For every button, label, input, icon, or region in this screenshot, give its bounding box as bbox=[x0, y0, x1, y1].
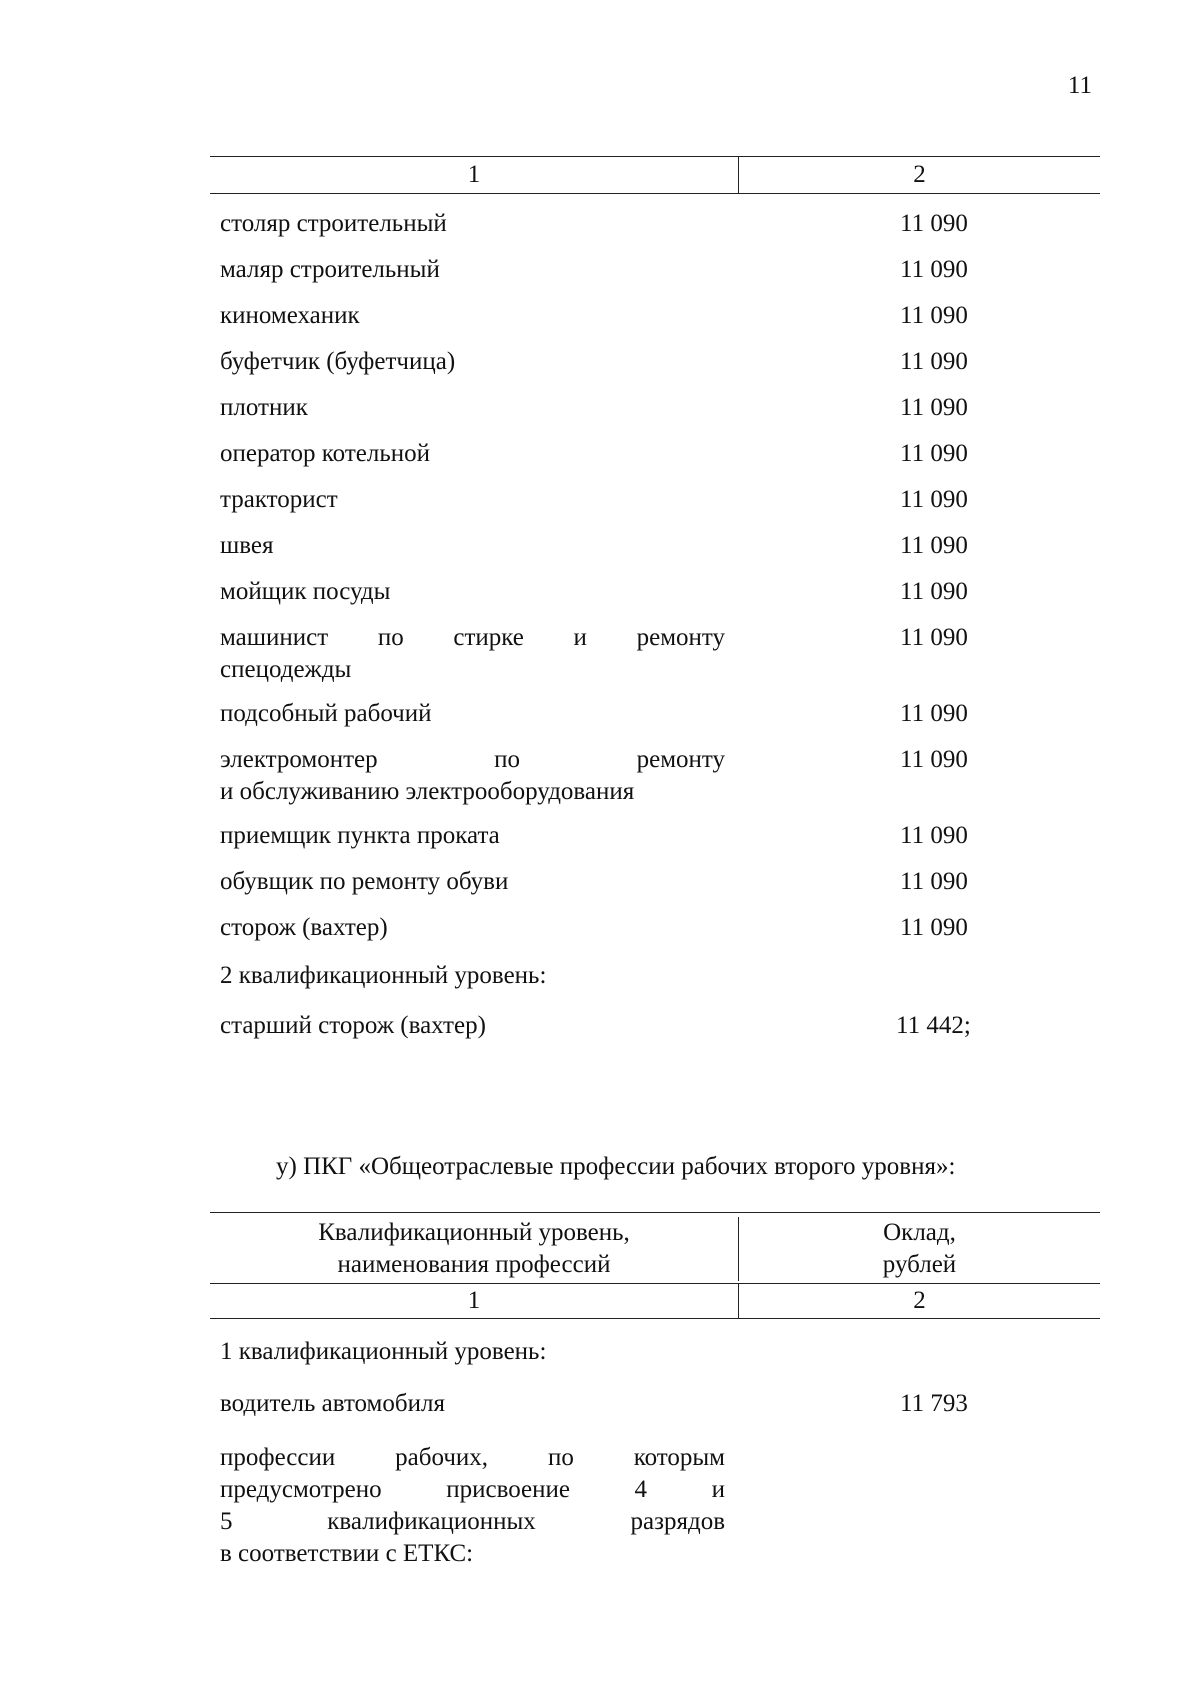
profession-name: киномеханик bbox=[220, 302, 360, 329]
table-row bbox=[220, 866, 1100, 912]
profession-name: подсобный рабочий bbox=[220, 700, 432, 727]
profession-name: маляр строительный bbox=[220, 256, 440, 283]
qualification-level-label: 1 квалификационный уровень: bbox=[220, 1338, 547, 1365]
table-row bbox=[220, 254, 1100, 300]
table2-header bbox=[210, 1212, 1100, 1319]
qualification-level-label: 2 квалификационный уровень: bbox=[220, 962, 547, 989]
profession-name bbox=[220, 744, 725, 808]
table-row bbox=[220, 1388, 1100, 1442]
salary-value: 11 090 bbox=[900, 700, 968, 727]
profession-name-line: спецодежды bbox=[220, 656, 352, 683]
profession-name-line: предусмотрено присвоение 4 и bbox=[220, 1476, 725, 1503]
salary-value: 11 090 bbox=[900, 210, 968, 237]
qualification-level-row bbox=[220, 960, 1100, 1010]
table2-col-number-2: 2 bbox=[913, 1287, 926, 1314]
profession-name: буфетчик (буфетчица) bbox=[220, 348, 456, 375]
profession-name bbox=[220, 622, 725, 686]
table2-body bbox=[220, 1336, 1100, 1570]
profession-name-line: 5 квалификационных разрядов bbox=[220, 1508, 725, 1535]
table-row bbox=[220, 530, 1100, 576]
table2-header-labels bbox=[210, 1213, 1100, 1283]
profession-name: водитель автомобиля bbox=[220, 1390, 445, 1417]
salary-value: 11 090 bbox=[900, 914, 968, 941]
profession-name: оператор котельной bbox=[220, 440, 430, 467]
table2-column-numbers bbox=[210, 1283, 1100, 1319]
table-row bbox=[220, 346, 1100, 392]
table-row bbox=[220, 576, 1100, 622]
table2-header-col2 bbox=[739, 1217, 1100, 1281]
salary-value: 11 090 bbox=[900, 578, 968, 605]
profession-name: плотник bbox=[220, 394, 308, 421]
header-line: Оклад, bbox=[883, 1219, 956, 1246]
table-row bbox=[220, 622, 1100, 698]
salary-value: 11 090 bbox=[900, 394, 968, 421]
table2-header-col1 bbox=[210, 1217, 739, 1281]
header-line: рублей bbox=[882, 1251, 957, 1278]
profession-name: столяр строительный bbox=[220, 210, 447, 237]
header-line: наименования профессий bbox=[337, 1251, 611, 1278]
salary-value: 11 090 bbox=[900, 868, 968, 895]
profession-name: сторож (вахтер) bbox=[220, 914, 388, 941]
salary-value: 11 442; bbox=[896, 1012, 971, 1039]
profession-name-line: машинист по стирке и ремонту bbox=[220, 624, 725, 651]
table2-col-number-1: 1 bbox=[210, 1284, 739, 1318]
table-row bbox=[220, 484, 1100, 530]
salary-value: 11 090 bbox=[900, 256, 968, 283]
profession-name: тракторист bbox=[220, 486, 338, 513]
table1-body bbox=[220, 208, 1100, 1056]
table1-column-numbers bbox=[210, 156, 1100, 194]
header-line: Квалификационный уровень, bbox=[318, 1219, 630, 1246]
table-row bbox=[220, 300, 1100, 346]
table-row bbox=[220, 1442, 1100, 1570]
salary-value: 11 090 bbox=[900, 822, 968, 849]
page-number: 11 bbox=[1067, 72, 1092, 99]
table-row bbox=[220, 820, 1100, 866]
table-row bbox=[220, 438, 1100, 484]
profession-name-line: в соответствии с ЕТКС: bbox=[220, 1540, 474, 1567]
profession-name: приемщик пункта проката bbox=[220, 822, 500, 849]
salary-value: 11 090 bbox=[900, 624, 968, 651]
salary-value: 11 090 bbox=[900, 440, 968, 467]
salary-value: 11 090 bbox=[900, 486, 968, 513]
salary-value: 11 090 bbox=[900, 746, 968, 773]
profession-name: старший сторож (вахтер) bbox=[220, 1012, 486, 1039]
salary-value: 11 090 bbox=[900, 532, 968, 559]
profession-name: швея bbox=[220, 532, 274, 559]
salary-value: 11 793 bbox=[900, 1390, 968, 1417]
profession-name-line: профессии рабочих, по которым bbox=[220, 1444, 725, 1471]
qualification-level-row bbox=[220, 1336, 1100, 1388]
salary-value: 11 090 bbox=[900, 348, 968, 375]
profession-name-line: и обслуживанию электрооборудования bbox=[220, 778, 635, 805]
section-heading: у) ПКГ «Общеотраслевые профессии рабочих второго уровня»: bbox=[276, 1153, 956, 1180]
table-row bbox=[220, 208, 1100, 254]
table-row bbox=[220, 912, 1100, 960]
table1-col-number-2: 2 bbox=[913, 161, 926, 188]
table-row bbox=[220, 1010, 1100, 1056]
table-row bbox=[220, 698, 1100, 744]
profession-name: мойщик посуды bbox=[220, 578, 391, 605]
table1-col-number-1: 1 bbox=[210, 157, 739, 193]
salary-value: 11 090 bbox=[900, 302, 968, 329]
table-row bbox=[220, 392, 1100, 438]
profession-name-line: электромонтер по ремонту bbox=[220, 746, 725, 773]
profession-name: обувщик по ремонту обуви bbox=[220, 868, 509, 895]
table-row bbox=[220, 744, 1100, 820]
profession-name bbox=[220, 1442, 725, 1570]
